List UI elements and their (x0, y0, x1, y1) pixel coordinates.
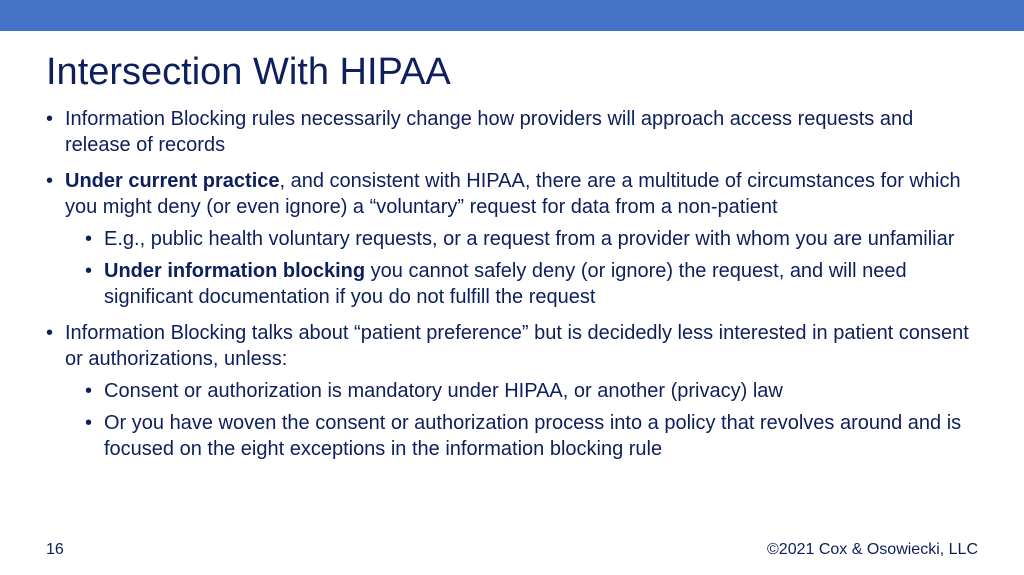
header-accent-bar (0, 0, 1024, 31)
sub-bullet-item (85, 378, 976, 404)
sub-bullet-list (65, 378, 976, 462)
sub-bullet-bold-text: Under information blocking (104, 260, 366, 282)
sub-bullet-item (85, 410, 976, 462)
sub-bullet-text: Or you have woven the consent or authorization process into a policy that revolves around and is focused on the eight exceptions in the information blocking rule (104, 412, 962, 460)
bullet-item (46, 106, 976, 158)
sub-bullet-list (65, 226, 976, 310)
sub-bullet-text: Consent or authorization is mandatory under HIPAA, or another (privacy) law (104, 380, 783, 402)
sub-bullet-item (85, 226, 976, 252)
slide-title: Intersection With HIPAA (46, 51, 451, 93)
sub-bullet-text: E.g., public health voluntary requests, or a request from a provider with whom you are unfamiliar (104, 228, 955, 250)
page-number: 16 (46, 541, 64, 558)
bullet-text: , and consistent with HIPAA, there are a multitude of circumstances for which you might deny (or even ignore) a “voluntary” request for data from a non-patient (65, 170, 961, 218)
sub-bullet-text: you cannot safely deny (or ignore) the request, and will need significant documentation if you do not fulfill the request (104, 260, 907, 308)
sub-bullet-item (85, 258, 976, 310)
bullet-text: Information Blocking rules necessarily change how providers will approach access requests and release of records (65, 108, 914, 156)
bullet-item (46, 320, 976, 462)
copyright-notice: ©2021 Cox & Osowiecki, LLC (767, 541, 978, 558)
bullet-list (46, 106, 976, 472)
bullet-text: Information Blocking talks about “patient preference” but is decidedly less interested in patient consent or authorizations, unless: (65, 322, 969, 370)
bullet-bold-text: Under current practice (65, 170, 280, 192)
bullet-item (46, 168, 976, 310)
